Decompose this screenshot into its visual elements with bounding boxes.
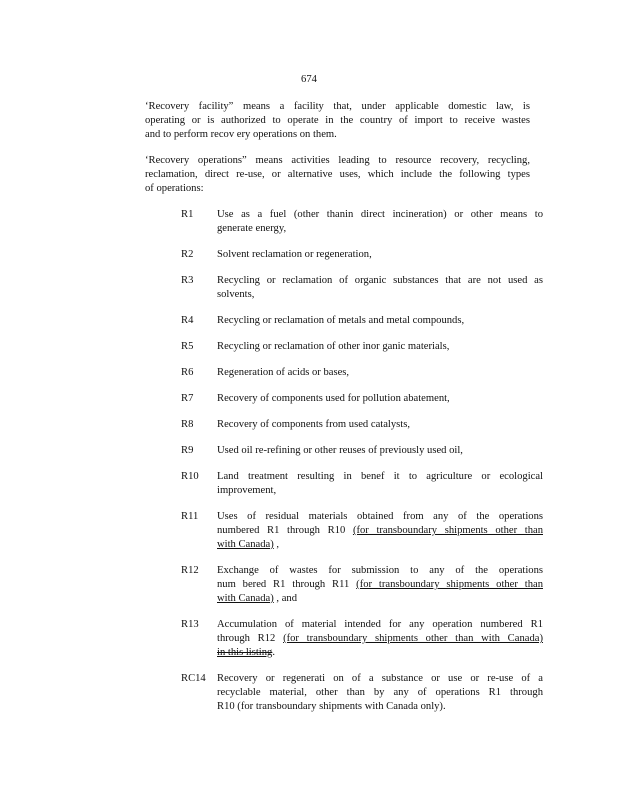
plain-text: , and [273, 593, 298, 604]
operation-code: R1 [181, 209, 194, 220]
operation-description [217, 618, 543, 660]
text-line [217, 632, 543, 646]
operation-description [217, 248, 543, 262]
plain-text: num bered R1 through R11 [217, 579, 357, 590]
operation-code: R2 [181, 249, 194, 260]
operation-description [217, 392, 543, 406]
operation-code: R7 [181, 393, 194, 404]
text-line: Recycling or reclamation of other inor ganic materials, [217, 341, 450, 352]
operation-description [217, 314, 543, 328]
plain-text: Accumulation of material intended for any operation numbered R1 [217, 619, 543, 630]
operation-description [217, 672, 543, 714]
operation-code: R11 [181, 511, 199, 522]
plain-text: numbered R1 through R10 [217, 525, 353, 536]
text-line [217, 510, 543, 524]
operation-code: R6 [181, 367, 194, 378]
plain-text: . [272, 647, 275, 658]
inserted-text: with Canada) [217, 539, 274, 550]
operation-description [217, 274, 543, 302]
text-line: Use as a fuel (other thanin direct incineration) or other means to [217, 209, 543, 220]
text-line [217, 538, 543, 552]
text-line [217, 564, 543, 578]
definition-recovery-facility [145, 100, 530, 142]
text-line: reclamation, direct re-use, or alternative uses, which include the following types [145, 169, 530, 180]
operation-code: R4 [181, 315, 194, 326]
text-line: Solvent reclamation or regeneration, [217, 249, 372, 260]
operation-code: R8 [181, 419, 194, 430]
operation-description [217, 470, 543, 498]
definition-recovery-operations [145, 154, 530, 196]
text-line [217, 646, 543, 660]
text-line: generate energy, [217, 223, 287, 234]
operation-description [217, 418, 543, 432]
operation-code: R9 [181, 445, 194, 456]
plain-text: through R12 [217, 633, 284, 644]
deleted-text: in this listing [217, 647, 273, 658]
operation-code: R5 [181, 341, 194, 352]
text-line: solvents, [217, 289, 255, 300]
text-line: Land treatment resulting in benef it to agriculture or ecological [217, 471, 543, 482]
text-line: Used oil re-refining or other reuses of previously used oil, [217, 445, 463, 456]
text-line: Recycling or reclamation of organic substances that are not used as [217, 275, 543, 286]
text-line [217, 524, 543, 538]
text-line: improvement, [217, 485, 277, 496]
text-line: Regeneration of acids or bases, [217, 367, 350, 378]
text-line [217, 578, 543, 592]
plain-text: Uses of residual materials obtained from any of the operations [217, 511, 543, 522]
text-line: Recycling or reclamation of metals and metal compounds, [217, 315, 465, 326]
inserted-text: (for transboundary shipments other than with Canada) [283, 633, 543, 644]
plain-text: Exchange of wastes for submission to any of the operations [217, 565, 543, 576]
plain-text: , [273, 539, 280, 550]
operation-code: R10 [181, 471, 199, 482]
text-line: and to perform recov ery operations on them. [145, 129, 337, 140]
text-line: recyclable material, other than by any of operations R1 through [217, 687, 543, 698]
text-line: ‘Recovery facility” means a facility that, under applicable domestic law, is [145, 101, 530, 112]
operation-description [217, 366, 543, 380]
operation-code: R12 [181, 565, 199, 576]
operation-description [217, 564, 543, 606]
text-line: Recovery of components used for pollution abatement, [217, 393, 450, 404]
text-line [217, 618, 543, 632]
text-line: Recovery of components from used catalysts, [217, 419, 410, 430]
inserted-text: with Canada) [217, 593, 274, 604]
text-line: Recovery or regenerati on of a substance or use or re-use of a [217, 673, 543, 684]
inserted-text: (for transboundary shipments other than [352, 525, 543, 536]
operation-code: R3 [181, 275, 194, 286]
operation-description [217, 510, 543, 552]
inserted-text: (for transboundary shipments other than [356, 579, 543, 590]
text-line: R10 (for transboundary shipments with Canada only). [217, 701, 446, 712]
operation-description [217, 208, 543, 236]
text-line: ‘Recovery operations” means activities leading to resource recovery, recycling, [145, 155, 530, 166]
text-line [217, 592, 543, 606]
text-line: operating or is authorized to operate in the country of import to receive wastes [145, 115, 530, 126]
operation-description [217, 340, 543, 354]
text-line: of operations: [145, 183, 204, 194]
operation-code: R13 [181, 619, 199, 630]
operation-description [217, 444, 543, 458]
operation-code: RC14 [181, 673, 206, 684]
page-number: 674 [301, 74, 317, 85]
